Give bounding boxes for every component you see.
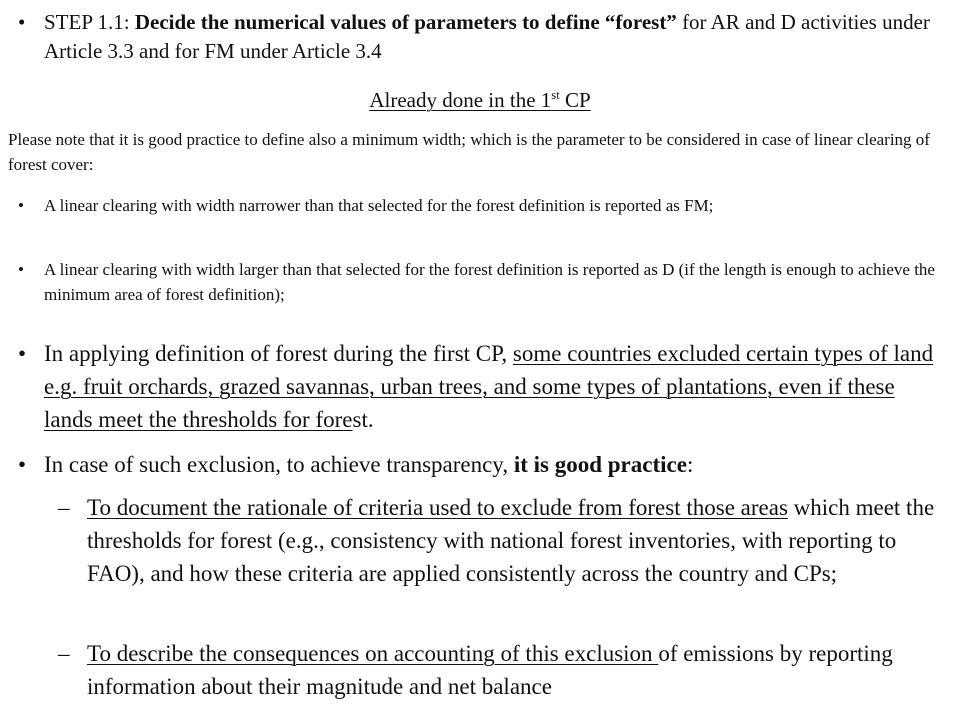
bullet1-post: st.: [352, 407, 374, 432]
bullet1-pre: In applying definition of forest during the first CP,: [44, 341, 513, 366]
step-title-text: [44, 8, 938, 66]
already-done-after: CP: [559, 88, 591, 112]
good-practice-note: Please note that it is good practice to define also a minimum width; which is the parameter to be considered in case of linear clearing of forest cover:: [8, 130, 930, 174]
bullet-marker: •: [18, 341, 27, 366]
bullet-transparency: [18, 448, 938, 481]
step-label: STEP 1.1:: [44, 10, 135, 34]
dash2-underlined: To describe the consequences on accounting of this exclusion: [87, 641, 659, 666]
bullet-marker: •: [18, 260, 24, 279]
already-done-sup: st: [551, 88, 560, 102]
bullet2-bold: it is good practice: [513, 452, 687, 477]
already-done-underlined: [369, 88, 590, 112]
already-done-heading: [0, 86, 960, 114]
bullet2-pre: In case of such exclusion, to achieve transparency,: [44, 452, 514, 477]
bullet-text: [44, 337, 938, 436]
dash-marker: –: [58, 641, 70, 666]
sub-bullet-narrow: [18, 193, 938, 218]
bullet-exclusion: [18, 337, 938, 436]
step-bold: Decide the numerical values of parameters to define “forest”: [134, 10, 677, 34]
dash1-post: which meet the thresholds for forest (e.g., consistency with national forest inventories, with reporting to FAO), and how these criteria are applied consistently across the country and CPs;: [87, 495, 935, 586]
bullet-marker: •: [18, 196, 24, 215]
already-done-text: Already done in the 1: [369, 88, 552, 112]
bullet-marker: •: [18, 452, 27, 477]
bullet-marker: •: [18, 10, 26, 34]
dash1-underlined: To document the rationale of criteria used to exclude from forest those areas: [87, 495, 788, 520]
dash-text: [87, 491, 948, 590]
bullet-text: [44, 448, 693, 481]
sub-bullet-text: A linear clearing with width larger than that selected for the forest definition is reported as D (if the length is enough to achieve the minimum area of forest definition);: [44, 260, 935, 304]
sub-bullet-wide: [18, 257, 938, 307]
dash-marker: –: [58, 495, 70, 520]
dash2-post: of emissions by reporting information about their magnitude and net balance: [87, 641, 893, 699]
sub-bullet-text: A linear clearing with width narrower than that selected for the forest definition is reported as FM;: [44, 196, 714, 215]
dash-item-document: [58, 491, 948, 590]
bullet1-underlined: some countries excluded certain types of land e.g. fruit orchards, grazed savannas, urban trees, and some types of plantations, even if these lands meet the thresholds for fore: [44, 341, 934, 432]
step-title: [18, 8, 938, 66]
dash-item-describe: [58, 637, 948, 703]
dash-text: [87, 637, 948, 703]
bullet2-post: :: [686, 452, 694, 477]
step-rest: for AR and D activities under Article 3.3 and for FM under Article 3.4: [44, 10, 930, 63]
